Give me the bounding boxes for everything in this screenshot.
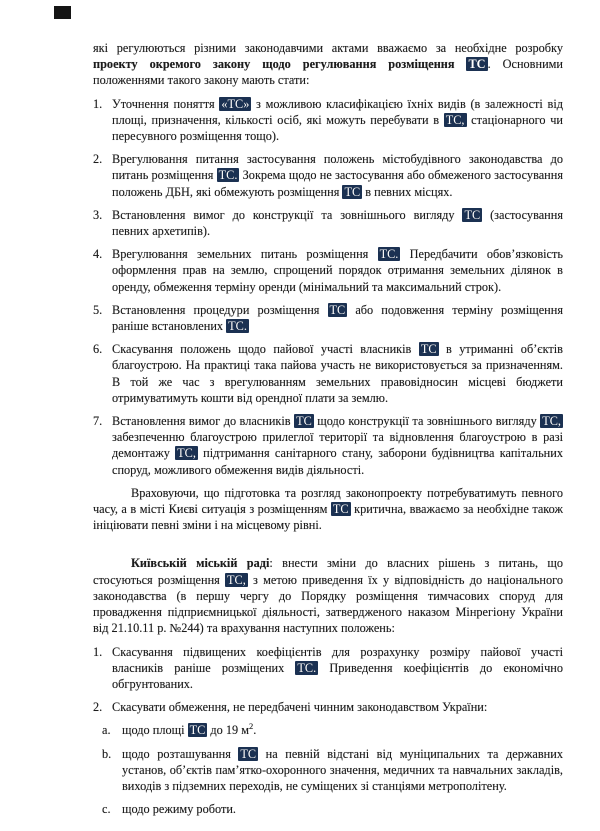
highlighted-term: «ТС» bbox=[221, 96, 250, 111]
list-item bbox=[93, 699, 563, 715]
list-marker: 5. bbox=[93, 302, 103, 317]
text-run: на певній відстані від муніципальних та державних установ, об’єктів пам’ятко-охоронного значення, медичних та навчальних закладів, виходів з підземних переходів, не суміщених зі станціями метрополітену. bbox=[122, 746, 563, 793]
list-marker: 1. bbox=[93, 96, 103, 111]
text-run: до 19 м bbox=[207, 723, 250, 738]
text-run: Скасувати обмеження, не передбачені чинним законодавством України: bbox=[112, 700, 488, 715]
sub-list-item bbox=[102, 746, 563, 795]
highlighted-term: ТС bbox=[468, 57, 486, 72]
list-marker: c. bbox=[102, 802, 111, 817]
text-run: стаціонарного чи пересувного розміщення тощо). bbox=[112, 112, 563, 144]
text-run: або подовження терміну розміщення раніше встановлених bbox=[112, 302, 563, 334]
text-run: щодо режиму роботи. bbox=[122, 802, 236, 817]
highlighted-term: ТС. bbox=[228, 319, 247, 334]
text-run: : внести зміни до власних рішень з питань, що стосуються розміщення bbox=[93, 556, 564, 587]
highlighted-term: ТС bbox=[464, 207, 481, 222]
text-run: Встановлення процедури розміщення bbox=[112, 302, 328, 317]
highlighted-term: ТС bbox=[332, 502, 349, 517]
text-run: проекту окремого закону щодо регулювання розміщення bbox=[93, 57, 467, 72]
text-run: щодо площі bbox=[122, 723, 188, 738]
text-run: які регулюються різними законодавчими актами вважаємо за необхідне розробку bbox=[93, 41, 563, 55]
text-run: 2 bbox=[249, 721, 254, 732]
list-item bbox=[93, 246, 563, 295]
highlighted-term: ТС. bbox=[297, 660, 317, 675]
list-marker: 2. bbox=[93, 700, 103, 715]
list-item bbox=[93, 341, 563, 406]
highlighted-term: ТС, bbox=[177, 446, 196, 461]
text-run: щодо розташування bbox=[122, 746, 239, 761]
text-run: з можливою класифікацією їхніх видів (в залежності від площі, призначення, кількості осіб, які можуть перебувати в bbox=[112, 96, 563, 127]
list-item bbox=[93, 207, 563, 239]
list-item bbox=[93, 302, 563, 334]
document-content bbox=[93, 40, 563, 824]
sub-list-item bbox=[102, 801, 563, 817]
list-item bbox=[93, 413, 563, 478]
text-run: Встановлення вимог до власників bbox=[112, 414, 295, 429]
scan-artifact-mark bbox=[54, 6, 71, 19]
highlighted-term: ТС bbox=[189, 723, 206, 738]
text-run: Передбачити обов’язковість оформлення прав на землю, спрощений порядок отримання земельних ділянок в оренду, обмеження терміну оренди (мінімальний та максимальний строк). bbox=[112, 247, 563, 294]
list-marker: 6. bbox=[93, 342, 103, 357]
text-run: з метою приведення їх у відповідність до національного законодавства (в першу чергу до Порядку розміщення тимчасових споруд для провадження підприємницької діяльності, затвердженого наказом Мінрегіону України від 21.10.11 р. №244) та врахування наступних положень: bbox=[93, 572, 563, 636]
sub-list-item bbox=[102, 722, 563, 738]
highlighted-term: ТС bbox=[329, 302, 346, 317]
highlighted-term: ТС bbox=[344, 184, 361, 199]
text-run: Приведення коефіцієнтів до економічно обгрунтованих. bbox=[112, 660, 563, 691]
paragraph bbox=[93, 485, 563, 534]
list-item bbox=[93, 644, 563, 693]
text-run: Скасування підвищених коефіцієнтів для розрахунку розміру пайової участі власників раніше розміщених bbox=[112, 644, 563, 675]
paragraph bbox=[93, 40, 563, 89]
text-run: Зокрема щодо не застосування або обмеженого застосування положень ДБН, які обмежують розміщення bbox=[112, 168, 563, 199]
list-marker: 7. bbox=[93, 414, 103, 429]
list-marker: 4. bbox=[93, 247, 103, 262]
text-run: підтримання санітарного стану, заборони будівництва капітальних споруд, можливого обмеження видів діяльності. bbox=[112, 446, 563, 477]
list-marker: a. bbox=[102, 723, 111, 738]
text-run: Враховуючи, що підготовка та розгляд законопроекту потребуватимуть певного часу, а в місті Києві ситуація з розміщенням bbox=[93, 485, 563, 517]
list-item bbox=[93, 151, 563, 200]
highlighted-term: ТС. bbox=[218, 168, 238, 183]
highlighted-term: ТС, bbox=[542, 414, 561, 429]
highlighted-term: ТС. bbox=[379, 247, 399, 262]
text-run: критична, вважаємо за необхідне також ініціювати певні зміни і на місцевому рівні. bbox=[93, 502, 563, 533]
text-run: Уточнення поняття bbox=[112, 96, 220, 111]
text-run: щодо конструкції та зовнішнього вигляду bbox=[313, 414, 541, 429]
list-item bbox=[93, 96, 563, 145]
text-run: Київській міській раді bbox=[131, 556, 270, 571]
text-run: в утриманні об’єктів благоустрою. На практиці така пайова участь не використовується за призначенням. В той же час з врегулюванням земельних правовідносин місцеві бюджети отримуватимуть кошти від орендної плати за землю. bbox=[112, 342, 563, 405]
highlighted-term: ТС bbox=[240, 746, 257, 761]
list-marker: 3. bbox=[93, 207, 103, 222]
highlighted-term: ТС bbox=[296, 414, 312, 429]
highlighted-term: ТС, bbox=[227, 572, 246, 587]
text-run: Встановлення вимог до конструкції та зовнішнього вигляду bbox=[112, 207, 463, 222]
text-run: в певних місцях. bbox=[362, 184, 453, 199]
list-marker: 2. bbox=[93, 152, 103, 167]
text-run: Врегулювання земельних питань розміщення bbox=[112, 247, 378, 262]
text-run: Скасування положень щодо пайової участі власників bbox=[112, 342, 419, 357]
list-marker: b. bbox=[102, 746, 112, 761]
paragraph bbox=[93, 555, 563, 636]
text-run: . Основними положеннями такого закону мають стати: bbox=[93, 57, 564, 88]
highlighted-term: ТС, bbox=[445, 112, 465, 127]
text-run: . bbox=[253, 723, 257, 738]
list-marker: 1. bbox=[93, 644, 103, 659]
text-run: Врегулювання питання застосування положень містобудівного законодавства до питань розміщення bbox=[112, 152, 563, 183]
text-run: забезпеченню благоустрою прилеглої території та відновлення благоустрою в разі демонтажу bbox=[112, 430, 563, 461]
highlighted-term: ТС bbox=[420, 342, 437, 357]
text-run: (застосування певних архетипів). bbox=[112, 207, 563, 239]
